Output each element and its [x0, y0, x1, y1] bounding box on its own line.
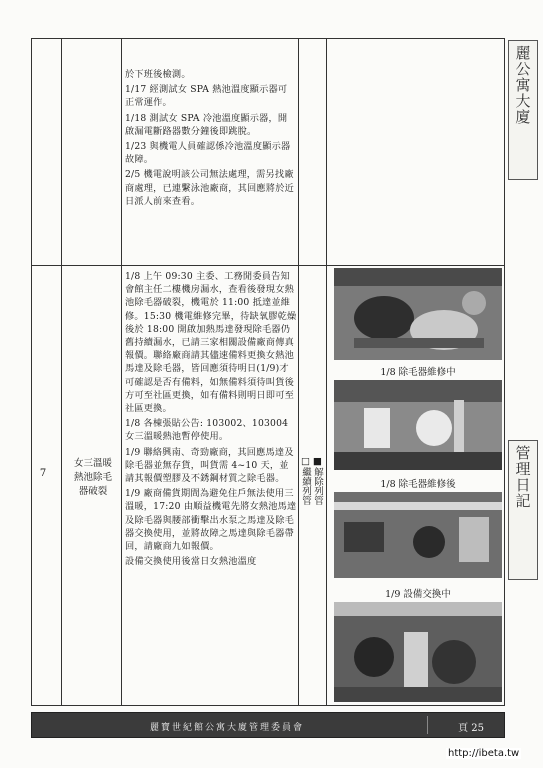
log-entry: 2/5 機電說明該公司無法處理，需另找廠商處理，已連繫泳池廠商，其回應將於近日派人前來查看。: [125, 169, 294, 207]
watermark: http://ibeta.tw: [448, 748, 520, 759]
column-divider: [61, 39, 62, 705]
side-tab-building[interactable]: [508, 40, 538, 180]
row7-description-cell: [125, 270, 297, 570]
side-tab-label: 管理日記: [513, 445, 532, 509]
log-entry: 1/17 經測試女 SPA 熱池溫度顯示器可正常運作。: [125, 84, 288, 109]
photo-caption: 1/8 除毛器維修中: [380, 367, 456, 378]
photo-exchange-2: [334, 602, 502, 702]
log-entry: 1/23 與機電人員確認係冷池溫度顯示器故障。: [125, 141, 291, 166]
log-entry: 1/8 各棟張貼公告: 103002、103004 女三溫暖熱池暫停使用。: [125, 418, 289, 443]
footer-divider: [427, 716, 428, 734]
status-option-release[interactable]: [312, 456, 323, 505]
item-title: 女三溫暖熱池除毛器破裂: [73, 458, 112, 497]
page-footer: [31, 712, 505, 738]
status-label: 繼續列管: [300, 467, 311, 505]
log-entry: 於下班後檢測。: [125, 69, 191, 80]
upper-description-cell: [125, 68, 295, 210]
row-divider: [32, 265, 504, 266]
status-checkboxes: [298, 456, 328, 576]
committee-name: 麗寶世紀館公寓大廈管理委員會: [149, 723, 304, 733]
item-number: 7: [39, 468, 47, 479]
status-label: 解除列管: [312, 467, 323, 505]
column-divider: [298, 39, 299, 705]
column-divider: [326, 39, 327, 705]
log-entry: 1/9 廠商備貨期間為避免住戶無法使用三溫暖，17:20 由順益機電先將女熱池馬達及除毛器與腰部衝擊出水泵之馬達及除毛器交換使用，並將故障之馬達與除毛器帶回，請廠商九如報價。: [125, 488, 297, 553]
log-entry: 1/9 聯絡興南、奇勁廠商，其回應馬達及除毛器並無存貨，叫貨需 4~10 天，並請其報價塑膠及不銹鋼材質之除毛器。: [125, 446, 294, 485]
log-entry: 1/18 測試女 SPA 冷池溫度顯示器，開啟漏電斷路器數分鐘後即跳脫。: [125, 112, 288, 137]
status-option-continue[interactable]: [300, 456, 311, 505]
checked-box-icon: ■: [312, 456, 323, 467]
side-tab-label: 麗公寓大廈: [513, 45, 532, 125]
side-tab-diary[interactable]: [508, 440, 538, 580]
photo-exchange: [334, 492, 502, 578]
photo-repair: [334, 268, 502, 360]
unchecked-box-icon: □: [300, 456, 311, 467]
page-number: 頁 25: [458, 723, 484, 734]
photo-caption: 1/9 設備交換中: [385, 589, 451, 600]
photo-after-repair: [334, 380, 502, 470]
log-entry: 設備交換使用後當日女熱池溫度: [125, 556, 257, 568]
log-entry: 1/8 上午 09:30 主委、工務閒委員告知會館主任二樓機房漏水，查看後發現女熱池除毛器破裂，機電於 11:00 抵達並維修。15:30 機電維修完畢，待缺氧膠乾燥後於 18:00 開啟加熱馬達發現除毛器仍舊持續漏水，已請三家相關設備廠商傳真報價。聯絡廠商請其儘速備料更換女熱池馬達及除毛器，皆回應須待明日(1/9)才可確認是否有備料，如無備料須待叫貨後方可至社區更換，如有備料則明日即可至社區更換。: [125, 271, 297, 415]
photo-caption: 1/8 除毛器維修後: [380, 479, 456, 490]
column-divider: [121, 39, 122, 705]
